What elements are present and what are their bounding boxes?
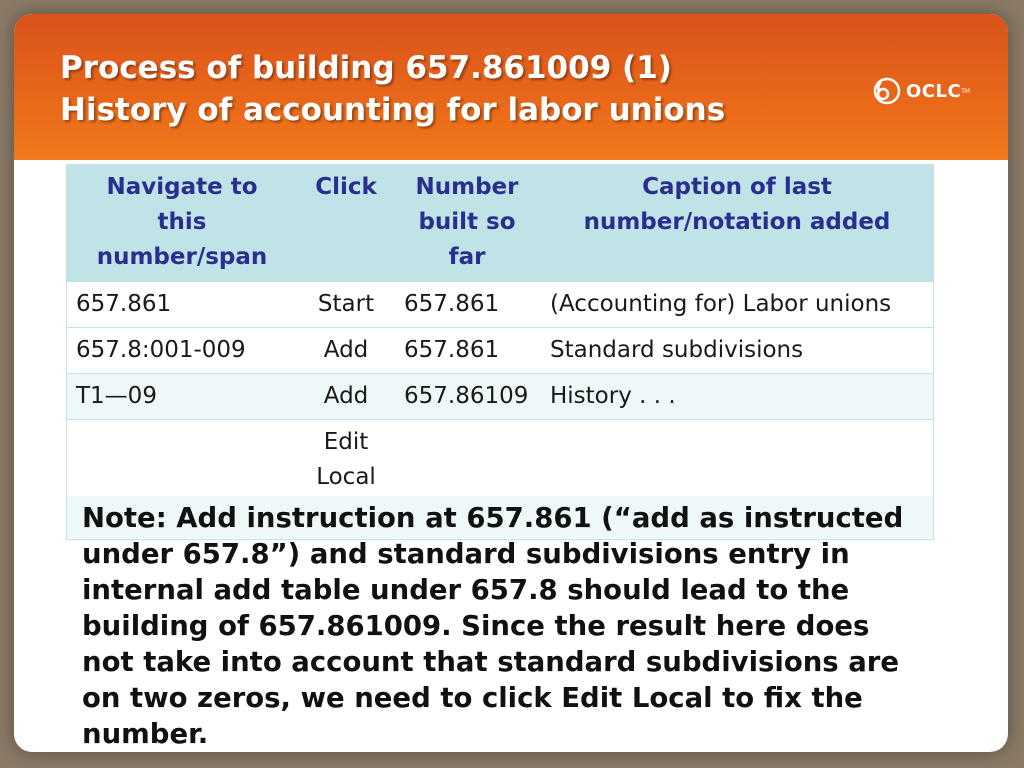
table-row: [66, 374, 934, 420]
cell-number-built: 657.86109: [394, 374, 540, 420]
oclc-logo-trademark: TM: [961, 87, 971, 95]
cell-number-built: [394, 420, 540, 501]
cell-number-built: 657.861: [394, 328, 540, 374]
column-header-caption: Caption of last number/notation added: [540, 164, 934, 282]
cell-caption: [540, 420, 934, 501]
oclc-logo-icon: [872, 76, 902, 106]
cell-navigate: [66, 420, 298, 501]
table-row: [66, 282, 934, 328]
number-building-table: [66, 164, 934, 500]
table-header-row: [66, 164, 934, 282]
cell-click: Add: [298, 374, 394, 420]
note-text: Note: Add instruction at 657.861 (“add as instructed under 657.8”) and standard subdivisions entry in internal add table under 657.8 should lead to the building of 657.861009. Since the result here does not take into account that standard subdivisions are on two zeros, we need to click Edit Local to fix the number.: [82, 502, 904, 750]
cell-click: Start: [298, 282, 394, 328]
cell-navigate: 657.861: [66, 282, 298, 328]
oclc-logo: [872, 76, 970, 106]
slide-title-line-1: Process of building 657.861009 (1): [60, 50, 672, 86]
column-header-click: Click: [298, 164, 394, 282]
cell-click: Edit Local: [298, 420, 394, 501]
cell-caption: (Accounting for) Labor unions: [540, 282, 934, 328]
column-header-number-built: Number built so far: [394, 164, 540, 282]
cell-number-built: 657.861: [394, 282, 540, 328]
table-row: [66, 420, 934, 501]
cell-click: Add: [298, 328, 394, 374]
cell-navigate: 657.8:001-009: [66, 328, 298, 374]
cell-caption: History . . .: [540, 374, 934, 420]
cell-navigate: T1—09: [66, 374, 298, 420]
cell-caption: Standard subdivisions: [540, 328, 934, 374]
slide-title-line-2: History of accounting for labor unions: [60, 92, 726, 128]
column-header-navigate: Navigate to this number/span: [66, 164, 298, 282]
oclc-logo-text: OCLC: [906, 80, 962, 102]
table-row: [66, 328, 934, 374]
slide-header: [14, 14, 1008, 160]
